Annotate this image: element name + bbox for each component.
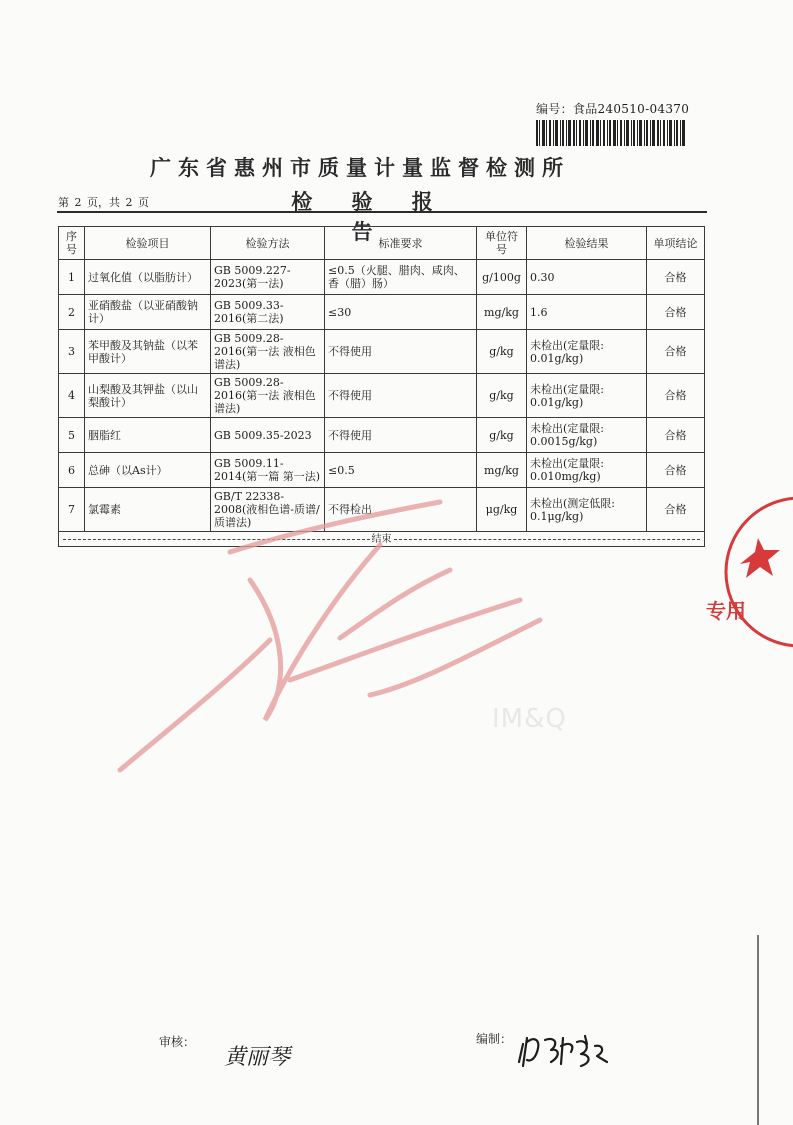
cell-item: 山梨酸及其钾盐（以山梨酸计） (85, 374, 211, 418)
cell-standard: ≤0.5（火腿、腊肉、咸肉、香（腊）肠） (325, 260, 477, 295)
cell-item: 苯甲酸及其钠盐（以苯甲酸计） (85, 330, 211, 374)
cell-result: 未检出(测定低限: 0.1μg/kg) (527, 488, 647, 532)
cell-conclusion: 合格 (647, 488, 705, 532)
table-row (59, 260, 705, 295)
cell-index: 1 (59, 260, 85, 295)
cell-method: GB 5009.28-2016(第一法 液相色谱法) (211, 330, 325, 374)
cell-unit: g/kg (477, 330, 527, 374)
header-item: 检验项目 (85, 227, 211, 260)
cell-result: 0.30 (527, 260, 647, 295)
cell-index: 7 (59, 488, 85, 532)
cell-unit: g/100g (477, 260, 527, 295)
header-method: 检验方法 (211, 227, 325, 260)
cell-method: GB 5009.35-2023 (211, 418, 325, 453)
table-row (59, 374, 705, 418)
header-conclusion: 单项结论 (647, 227, 705, 260)
cell-conclusion: 合格 (647, 260, 705, 295)
institute-name: 广东省惠州市质量计量监督检测所 (150, 155, 570, 180)
report-number: 编号：食品240510-04370 (536, 102, 690, 116)
cell-index: 4 (59, 374, 85, 418)
header-unit: 单位符号 (477, 227, 527, 260)
cell-item: 总砷（以As计） (85, 453, 211, 488)
reviewer-signature (222, 1030, 322, 1076)
cell-method: GB/T 22338-2008(液相色谱-质谱/质谱法) (211, 488, 325, 532)
cell-standard: ≤30 (325, 295, 477, 330)
cell-result: 未检出(定量限: 0.01g/kg) (527, 330, 647, 374)
cell-result: 1.6 (527, 295, 647, 330)
cell-item: 亚硝酸盐（以亚硝酸钠计） (85, 295, 211, 330)
cell-result: 未检出(定量限: 0.01g/kg) (527, 374, 647, 418)
table-row (59, 418, 705, 453)
end-text: 结束 (371, 533, 392, 545)
red-scribble-mark (40, 470, 560, 810)
reviewer-label: 审核： (159, 1035, 196, 1049)
cell-standard: 不得检出 (325, 488, 477, 532)
cell-method: GB 5009.33-2016(第二法) (211, 295, 325, 330)
stamp-text: 专用 (706, 599, 746, 623)
cell-unit: μg/kg (477, 488, 527, 532)
cell-item: 过氧化值（以脂肪计） (85, 260, 211, 295)
cell-conclusion: 合格 (647, 330, 705, 374)
cell-result: 未检出(定量限: 0.010mg/kg) (527, 453, 647, 488)
cell-method: GB 5009.28-2016(第一法 液相色谱法) (211, 374, 325, 418)
cell-conclusion: 合格 (647, 374, 705, 418)
cell-item: 胭脂红 (85, 418, 211, 453)
cell-unit: mg/kg (477, 453, 527, 488)
title-divider (57, 211, 707, 213)
cell-index: 3 (59, 330, 85, 374)
cell-unit: mg/kg (477, 295, 527, 330)
reviewer-signature-text: 黄丽琴 (224, 1045, 291, 1070)
cell-method: GB 5009.11-2014(第一篇 第一法) (211, 453, 325, 488)
cell-unit: g/kg (477, 374, 527, 418)
compiler-label: 编制： (476, 1032, 513, 1046)
report-title: 检 验 报 告 (291, 189, 449, 244)
cell-unit: g/kg (477, 418, 527, 453)
cell-index: 2 (59, 295, 85, 330)
compiler-signature (515, 1022, 615, 1072)
cell-standard: 不得使用 (325, 374, 477, 418)
official-stamp (700, 490, 793, 650)
table-header-row (59, 227, 705, 260)
cell-standard: ≤0.5 (325, 453, 477, 488)
header-standard: 标准要求 (325, 227, 477, 260)
cell-standard: 不得使用 (325, 330, 477, 374)
cell-conclusion: 合格 (647, 295, 705, 330)
page-info: 第 2 页，共 2 页 (58, 196, 149, 209)
table-row (59, 330, 705, 374)
cell-conclusion: 合格 (647, 418, 705, 453)
header-result: 检验结果 (527, 227, 647, 260)
scan-edge-line (757, 935, 759, 1125)
cell-item: 氯霉素 (85, 488, 211, 532)
cell-index: 6 (59, 453, 85, 488)
barcode (536, 120, 686, 146)
table-row (59, 295, 705, 330)
cell-standard: 不得使用 (325, 418, 477, 453)
cell-method: GB 5009.227-2023(第一法) (211, 260, 325, 295)
watermark-logo: IM&Q (492, 704, 567, 734)
cell-conclusion: 合格 (647, 453, 705, 488)
header-index: 序号 (59, 227, 85, 260)
cell-index: 5 (59, 418, 85, 453)
cell-result: 未检出(定量限: 0.0015g/kg) (527, 418, 647, 453)
